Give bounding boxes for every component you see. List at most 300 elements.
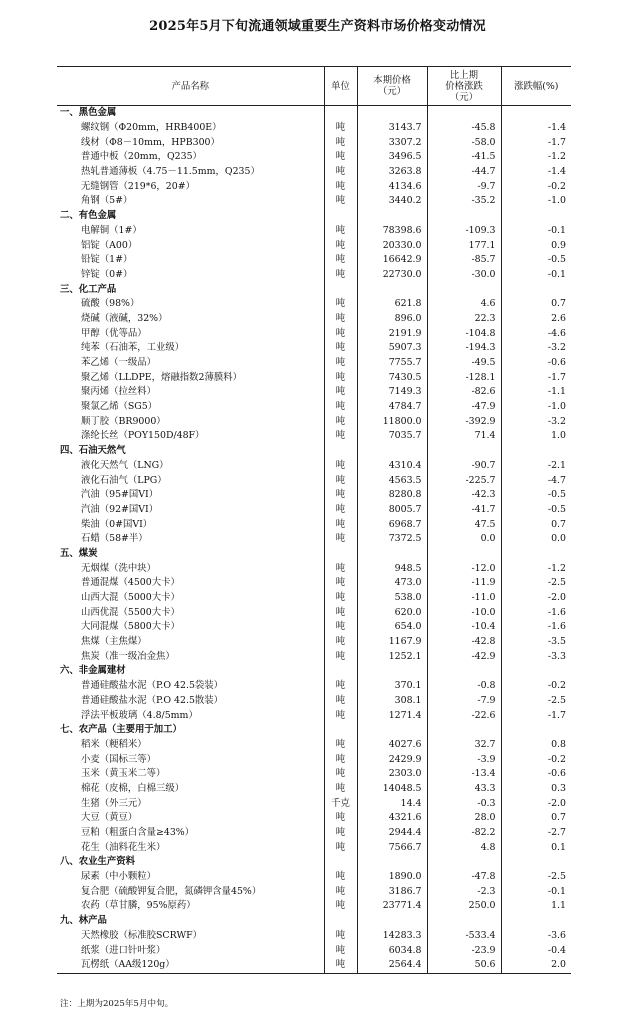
change-cell: 50.6 bbox=[427, 958, 501, 973]
change-cell: 28.0 bbox=[427, 811, 501, 826]
change-cell: -41.5 bbox=[427, 150, 501, 165]
price-cell: 14.4 bbox=[357, 796, 427, 811]
product-name: 普通硅酸盐水泥（P.O 42.5袋装） bbox=[81, 680, 224, 692]
empty-cell bbox=[324, 444, 357, 459]
pct-cell: 2.6 bbox=[501, 312, 571, 327]
product-name: 线材（Φ8－10mm，HPB300） bbox=[81, 136, 220, 148]
unit-cell: 吨 bbox=[324, 459, 357, 474]
product-name: 焦煤（主焦煤） bbox=[81, 636, 147, 648]
product-name: 烧碱（液碱，32%） bbox=[81, 312, 168, 324]
empty-cell bbox=[427, 209, 501, 224]
price-cell: 1252.1 bbox=[357, 649, 427, 664]
change-cell: -10.4 bbox=[427, 620, 501, 635]
unit-cell: 吨 bbox=[324, 179, 357, 194]
change-cell: -194.3 bbox=[427, 341, 501, 356]
pct-cell: -1.1 bbox=[501, 385, 571, 400]
unit-cell: 吨 bbox=[324, 840, 357, 855]
unit-cell: 吨 bbox=[324, 635, 357, 650]
unit-cell: 吨 bbox=[324, 591, 357, 606]
pct-cell: -0.1 bbox=[501, 268, 571, 283]
price-cell: 2564.4 bbox=[357, 958, 427, 973]
pct-cell: -1.4 bbox=[501, 121, 571, 136]
table-row bbox=[57, 620, 571, 635]
unit-cell: 吨 bbox=[324, 899, 357, 914]
price-cell: 7566.7 bbox=[357, 840, 427, 855]
unit-cell: 吨 bbox=[324, 752, 357, 767]
pct-cell: -0.2 bbox=[501, 179, 571, 194]
price-cell: 7149.3 bbox=[357, 385, 427, 400]
table-header bbox=[57, 67, 571, 106]
price-cell: 2191.9 bbox=[357, 326, 427, 341]
price-cell: 3440.2 bbox=[357, 194, 427, 209]
unit-cell: 吨 bbox=[324, 649, 357, 664]
product-name: 稻米（粳稻米） bbox=[81, 738, 147, 750]
product-name: 大豆（黄豆） bbox=[81, 812, 138, 824]
change-cell: -13.4 bbox=[427, 767, 501, 782]
unit-cell: 吨 bbox=[324, 679, 357, 694]
table-row bbox=[57, 459, 571, 474]
pct-cell: -0.1 bbox=[501, 884, 571, 899]
change-cell: 4.8 bbox=[427, 840, 501, 855]
product-name: 涤纶长丝（POY150D/48F） bbox=[81, 430, 205, 442]
pct-cell: -2.0 bbox=[501, 591, 571, 606]
product-name: 石蜡（58#半） bbox=[81, 533, 148, 545]
price-cell: 948.5 bbox=[357, 561, 427, 576]
pct-cell: 0.0 bbox=[501, 532, 571, 547]
empty-cell bbox=[324, 723, 357, 738]
table-row bbox=[57, 297, 571, 312]
product-name: 小麦（国标三等） bbox=[81, 753, 157, 765]
pct-cell: -0.6 bbox=[501, 767, 571, 782]
pct-cell: -0.6 bbox=[501, 356, 571, 371]
pct-cell: -4.6 bbox=[501, 326, 571, 341]
price-cell: 3263.8 bbox=[357, 165, 427, 180]
price-cell: 1167.9 bbox=[357, 635, 427, 650]
pct-cell: -0.1 bbox=[501, 224, 571, 239]
empty-cell bbox=[427, 282, 501, 297]
category-title: 二、有色金属 bbox=[60, 210, 117, 222]
empty-cell bbox=[324, 209, 357, 224]
footnote: 注：上期为2025年5月中旬。 bbox=[60, 999, 174, 1009]
product-name: 无烟煤（洗中块） bbox=[81, 562, 157, 574]
empty-cell bbox=[357, 209, 427, 224]
price-cell: 4310.4 bbox=[357, 459, 427, 474]
table-row bbox=[57, 738, 571, 753]
table-row bbox=[57, 708, 571, 723]
unit-cell: 吨 bbox=[324, 767, 357, 782]
pct-cell: -3.2 bbox=[501, 341, 571, 356]
unit-cell: 吨 bbox=[324, 429, 357, 444]
category-row bbox=[57, 282, 571, 297]
price-cell: 1890.0 bbox=[357, 870, 427, 885]
change-cell: -12.0 bbox=[427, 561, 501, 576]
change-cell: -42.8 bbox=[427, 635, 501, 650]
pct-cell: -1.0 bbox=[501, 194, 571, 209]
price-cell: 23771.4 bbox=[357, 899, 427, 914]
product-name: 焦炭（准一级冶金焦） bbox=[81, 650, 175, 662]
product-name: 聚丙烯（拉丝料） bbox=[81, 386, 157, 398]
category-row bbox=[57, 723, 571, 738]
unit-cell: 吨 bbox=[324, 826, 357, 841]
product-name: 豆粕（粗蛋白含量≥43%） bbox=[81, 827, 195, 839]
product-name: 普通混煤（4500大卡） bbox=[81, 577, 180, 589]
unit-cell: 吨 bbox=[324, 135, 357, 150]
table-row bbox=[57, 649, 571, 664]
price-cell: 6968.7 bbox=[357, 517, 427, 532]
pct-cell: -1.7 bbox=[501, 708, 571, 723]
change-cell: -41.7 bbox=[427, 503, 501, 518]
empty-cell bbox=[324, 855, 357, 870]
unit-cell: 吨 bbox=[324, 414, 357, 429]
empty-cell bbox=[427, 106, 501, 121]
unit-cell: 吨 bbox=[324, 400, 357, 415]
table-row bbox=[57, 929, 571, 944]
table-row bbox=[57, 312, 571, 327]
category-title: 四、石油天然气 bbox=[60, 445, 126, 457]
change-cell: -35.2 bbox=[427, 194, 501, 209]
price-cell: 2429.9 bbox=[357, 752, 427, 767]
product-name: 柴油（0#国VI） bbox=[81, 518, 153, 530]
price-cell: 7035.7 bbox=[357, 429, 427, 444]
table-row bbox=[57, 268, 571, 283]
unit-cell: 吨 bbox=[324, 341, 357, 356]
unit-cell: 吨 bbox=[324, 150, 357, 165]
table-row bbox=[57, 429, 571, 444]
unit-cell: 吨 bbox=[324, 488, 357, 503]
table-row bbox=[57, 811, 571, 826]
price-cell: 8280.8 bbox=[357, 488, 427, 503]
table-row bbox=[57, 958, 571, 973]
unit-cell: 吨 bbox=[324, 943, 357, 958]
pct-cell: 0.8 bbox=[501, 738, 571, 753]
price-cell: 4563.5 bbox=[357, 473, 427, 488]
product-name: 山西优混（5500大卡） bbox=[81, 606, 180, 618]
empty-cell bbox=[501, 547, 571, 562]
table-row bbox=[57, 870, 571, 885]
table-row bbox=[57, 943, 571, 958]
empty-cell bbox=[357, 664, 427, 679]
header-price-change: 比上期 价格涨跌 （元） bbox=[427, 67, 501, 106]
product-name: 纸浆（进口针叶浆） bbox=[81, 944, 166, 956]
category-row bbox=[57, 444, 571, 459]
product-name: 生猪（外三元） bbox=[81, 797, 147, 809]
change-cell: -7.9 bbox=[427, 694, 501, 709]
empty-cell bbox=[357, 547, 427, 562]
price-cell: 621.8 bbox=[357, 297, 427, 312]
product-name: 玉米（黄玉米二等） bbox=[81, 768, 166, 780]
pct-cell: -2.5 bbox=[501, 694, 571, 709]
table-row bbox=[57, 238, 571, 253]
product-name: 花生（油料花生米） bbox=[81, 841, 166, 853]
empty-cell bbox=[501, 106, 571, 121]
unit-cell: 吨 bbox=[324, 312, 357, 327]
product-name: 聚氯乙烯（SG5） bbox=[81, 401, 158, 413]
price-cell: 4784.7 bbox=[357, 400, 427, 415]
pct-cell: -0.4 bbox=[501, 943, 571, 958]
product-name: 山西大混（5000大卡） bbox=[81, 592, 180, 604]
table-row bbox=[57, 150, 571, 165]
category-row bbox=[57, 547, 571, 562]
change-cell: -3.9 bbox=[427, 752, 501, 767]
change-cell: -225.7 bbox=[427, 473, 501, 488]
change-cell: -90.7 bbox=[427, 459, 501, 474]
product-name: 聚乙烯（LLDPE，熔融指数2薄膜料） bbox=[81, 371, 242, 383]
product-name: 无缝钢管（219*6，20#） bbox=[81, 180, 195, 192]
pct-cell: 0.3 bbox=[501, 782, 571, 797]
price-cell: 1271.4 bbox=[357, 708, 427, 723]
pct-cell: -2.5 bbox=[501, 870, 571, 885]
product-name: 汽油（95#国VI） bbox=[81, 489, 159, 501]
unit-cell: 吨 bbox=[324, 121, 357, 136]
pct-cell: -0.2 bbox=[501, 679, 571, 694]
price-cell: 620.0 bbox=[357, 605, 427, 620]
empty-cell bbox=[357, 914, 427, 929]
unit-cell: 吨 bbox=[324, 370, 357, 385]
product-name: 普通中板（20mm，Q235） bbox=[81, 151, 202, 163]
unit-cell: 吨 bbox=[324, 473, 357, 488]
table-row bbox=[57, 517, 571, 532]
unit-cell: 吨 bbox=[324, 605, 357, 620]
product-name: 热轧普通薄板（4.75－11.5mm，Q235） bbox=[81, 166, 260, 178]
product-name: 棉花（皮棉，白棉三级） bbox=[81, 782, 185, 794]
change-cell: -9.7 bbox=[427, 179, 501, 194]
change-cell: -22.6 bbox=[427, 708, 501, 723]
pct-cell: 0.1 bbox=[501, 840, 571, 855]
price-cell: 16642.9 bbox=[357, 253, 427, 268]
price-cell: 2303.0 bbox=[357, 767, 427, 782]
change-cell: -44.7 bbox=[427, 165, 501, 180]
table-row bbox=[57, 473, 571, 488]
table-row bbox=[57, 503, 571, 518]
product-name: 液化石油气（LPG） bbox=[81, 474, 167, 486]
table-row bbox=[57, 370, 571, 385]
category-row bbox=[57, 855, 571, 870]
category-title: 三、化工产品 bbox=[60, 283, 117, 295]
price-cell: 4321.6 bbox=[357, 811, 427, 826]
table-row bbox=[57, 694, 571, 709]
empty-cell bbox=[324, 547, 357, 562]
table-row bbox=[57, 767, 571, 782]
category-title: 六、非金属建材 bbox=[60, 665, 126, 677]
empty-cell bbox=[427, 664, 501, 679]
unit-cell: 吨 bbox=[324, 958, 357, 973]
product-name: 苯乙烯（一级品） bbox=[81, 357, 157, 369]
unit-cell: 吨 bbox=[324, 532, 357, 547]
empty-cell bbox=[501, 914, 571, 929]
table-row bbox=[57, 326, 571, 341]
product-name: 电解铜（1#） bbox=[81, 224, 142, 236]
price-cell: 538.0 bbox=[357, 591, 427, 606]
table-row bbox=[57, 165, 571, 180]
change-cell: -47.8 bbox=[427, 870, 501, 885]
pct-cell: -1.7 bbox=[501, 370, 571, 385]
price-cell: 6034.8 bbox=[357, 943, 427, 958]
product-name: 汽油（92#国VI） bbox=[81, 503, 159, 515]
product-name: 铅锭（1#） bbox=[81, 254, 133, 266]
change-cell: 4.6 bbox=[427, 297, 501, 312]
unit-cell: 吨 bbox=[324, 268, 357, 283]
table-row bbox=[57, 253, 571, 268]
table-body bbox=[57, 106, 571, 974]
pct-cell: 0.9 bbox=[501, 238, 571, 253]
unit-cell: 千克 bbox=[324, 796, 357, 811]
product-name: 大同混煤（5800大卡） bbox=[81, 621, 180, 633]
change-cell: -0.8 bbox=[427, 679, 501, 694]
unit-cell: 吨 bbox=[324, 224, 357, 239]
change-cell: -23.9 bbox=[427, 943, 501, 958]
price-cell: 4027.6 bbox=[357, 738, 427, 753]
table-row bbox=[57, 488, 571, 503]
price-cell: 3143.7 bbox=[357, 121, 427, 136]
pct-cell: -0.5 bbox=[501, 503, 571, 518]
unit-cell: 吨 bbox=[324, 811, 357, 826]
unit-cell: 吨 bbox=[324, 253, 357, 268]
price-cell: 78398.6 bbox=[357, 224, 427, 239]
change-cell: -82.2 bbox=[427, 826, 501, 841]
change-cell: 177.1 bbox=[427, 238, 501, 253]
product-name: 尿素（中小颗粒） bbox=[81, 871, 157, 883]
unit-cell: 吨 bbox=[324, 738, 357, 753]
pct-cell: -2.7 bbox=[501, 826, 571, 841]
change-cell: 250.0 bbox=[427, 899, 501, 914]
empty-cell bbox=[501, 209, 571, 224]
empty-cell bbox=[501, 282, 571, 297]
product-name: 纯苯（石油苯，工业级） bbox=[81, 342, 185, 354]
price-cell: 3496.5 bbox=[357, 150, 427, 165]
table-row bbox=[57, 752, 571, 767]
product-name: 硫酸（98%） bbox=[81, 298, 140, 310]
unit-cell: 吨 bbox=[324, 297, 357, 312]
product-name: 铝锭（A00） bbox=[81, 239, 138, 251]
empty-cell bbox=[501, 664, 571, 679]
header-unit: 单位 bbox=[324, 67, 357, 106]
empty-cell bbox=[501, 723, 571, 738]
pct-cell: -4.7 bbox=[501, 473, 571, 488]
change-cell: 22.3 bbox=[427, 312, 501, 327]
table-row bbox=[57, 576, 571, 591]
pct-cell: -3.6 bbox=[501, 929, 571, 944]
table-row bbox=[57, 400, 571, 415]
change-cell: -42.9 bbox=[427, 649, 501, 664]
unit-cell: 吨 bbox=[324, 694, 357, 709]
pct-cell: -0.5 bbox=[501, 253, 571, 268]
price-cell: 3307.2 bbox=[357, 135, 427, 150]
pct-cell: -1.0 bbox=[501, 400, 571, 415]
table-row bbox=[57, 224, 571, 239]
header-product-name: 产品名称 bbox=[57, 67, 324, 106]
product-name: 顺丁胶（BR9000） bbox=[81, 415, 166, 427]
change-cell: -0.3 bbox=[427, 796, 501, 811]
change-cell: -11.0 bbox=[427, 591, 501, 606]
price-table bbox=[57, 66, 571, 974]
empty-cell bbox=[357, 723, 427, 738]
change-cell: -45.8 bbox=[427, 121, 501, 136]
pct-cell: -3.5 bbox=[501, 635, 571, 650]
pct-cell: 0.7 bbox=[501, 297, 571, 312]
price-cell: 4134.6 bbox=[357, 179, 427, 194]
pct-cell: 2.0 bbox=[501, 958, 571, 973]
empty-cell bbox=[501, 855, 571, 870]
table-row bbox=[57, 121, 571, 136]
table-row bbox=[57, 561, 571, 576]
empty-cell bbox=[324, 106, 357, 121]
category-row bbox=[57, 106, 571, 121]
table-row bbox=[57, 135, 571, 150]
table-row bbox=[57, 884, 571, 899]
table-row bbox=[57, 605, 571, 620]
unit-cell: 吨 bbox=[324, 561, 357, 576]
change-cell: -42.3 bbox=[427, 488, 501, 503]
pct-cell: -1.6 bbox=[501, 605, 571, 620]
table-row bbox=[57, 341, 571, 356]
pct-cell: 0.7 bbox=[501, 517, 571, 532]
product-name: 普通硅酸盐水泥（P.O 42.5散装） bbox=[81, 694, 224, 706]
change-cell: -85.7 bbox=[427, 253, 501, 268]
price-cell: 20330.0 bbox=[357, 238, 427, 253]
category-row bbox=[57, 209, 571, 224]
change-cell: 32.7 bbox=[427, 738, 501, 753]
category-title: 八、农业生产资料 bbox=[60, 856, 136, 868]
table-row bbox=[57, 899, 571, 914]
product-name: 锌锭（0#） bbox=[81, 268, 133, 280]
price-cell: 654.0 bbox=[357, 620, 427, 635]
pct-cell: -2.0 bbox=[501, 796, 571, 811]
price-cell: 2944.4 bbox=[357, 826, 427, 841]
change-cell: 43.3 bbox=[427, 782, 501, 797]
table-row bbox=[57, 385, 571, 400]
category-title: 一、黑色金属 bbox=[60, 107, 117, 119]
change-cell: -2.3 bbox=[427, 884, 501, 899]
product-name: 天然橡胶（标准胶SCRWF） bbox=[81, 929, 202, 941]
product-name: 复合肥（硫酸钾复合肥，氮磷钾含量45%） bbox=[81, 885, 262, 897]
change-cell: -533.4 bbox=[427, 929, 501, 944]
empty-cell bbox=[427, 855, 501, 870]
pct-cell: 1.0 bbox=[501, 429, 571, 444]
table-row bbox=[57, 356, 571, 371]
unit-cell: 吨 bbox=[324, 238, 357, 253]
unit-cell: 吨 bbox=[324, 356, 357, 371]
product-name: 甲醇（优等品） bbox=[81, 327, 147, 339]
unit-cell: 吨 bbox=[324, 929, 357, 944]
price-cell: 7755.7 bbox=[357, 356, 427, 371]
category-title: 五、煤炭 bbox=[60, 547, 98, 559]
price-cell: 896.0 bbox=[357, 312, 427, 327]
change-cell: 47.5 bbox=[427, 517, 501, 532]
empty-cell bbox=[357, 106, 427, 121]
empty-cell bbox=[324, 914, 357, 929]
change-cell: -30.0 bbox=[427, 268, 501, 283]
table-row bbox=[57, 782, 571, 797]
pct-cell: -1.2 bbox=[501, 561, 571, 576]
empty-cell bbox=[427, 444, 501, 459]
empty-cell bbox=[357, 444, 427, 459]
table-row bbox=[57, 679, 571, 694]
unit-cell: 吨 bbox=[324, 884, 357, 899]
table-row bbox=[57, 179, 571, 194]
price-cell: 11800.0 bbox=[357, 414, 427, 429]
header-change-pct: 涨跌幅(%) bbox=[501, 67, 571, 106]
change-cell: -104.8 bbox=[427, 326, 501, 341]
change-cell: -392.9 bbox=[427, 414, 501, 429]
pct-cell: 0.7 bbox=[501, 811, 571, 826]
product-name: 角钢（5#） bbox=[81, 195, 133, 207]
category-row bbox=[57, 914, 571, 929]
pct-cell: 1.1 bbox=[501, 899, 571, 914]
header-current-price: 本期价格 （元） bbox=[357, 67, 427, 106]
unit-cell: 吨 bbox=[324, 620, 357, 635]
table-row bbox=[57, 826, 571, 841]
table-row bbox=[57, 414, 571, 429]
